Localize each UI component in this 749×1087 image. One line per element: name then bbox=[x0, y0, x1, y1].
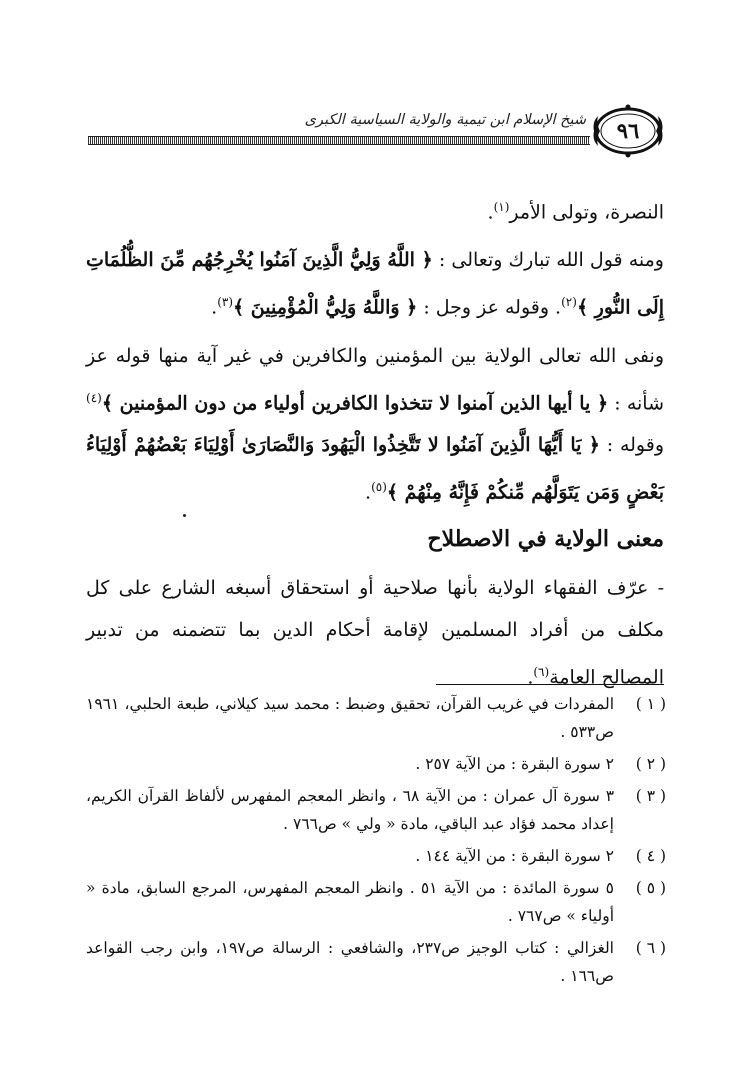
running-title: شيخ الإسلام ابن تيمية والولاية السياسية الكبرى bbox=[304, 112, 586, 128]
footnote-ref: (٣) bbox=[217, 295, 234, 310]
paragraph-3 bbox=[86, 335, 664, 514]
footnote-text: الغزالي : كتاب الوجيز ص٢٣٧، والشافعي : الرسالة ص١٩٧، وابن رجب القواعد ص١٦٦ . bbox=[86, 939, 614, 985]
footnote-text: ٥ سورة المائدة : من الآية ٥١ . وانظر المعجم المفهرس، المرجع السابق، مادة « أولياء » ص٧٦٧ . bbox=[86, 879, 614, 925]
footnote-ref: (٤) bbox=[86, 390, 102, 405]
punctuation: . bbox=[487, 201, 494, 224]
footnote-ref: (٢) bbox=[561, 295, 577, 310]
footnote-text: ٣ سورة آل عمران : من الآية ٦٨ ، وانظر المعجم المفهرس لألفاظ القرآن الكريم، إعداد محمد فؤاد عبد الباقي، مادة « ولي » ص٧٦٦ . bbox=[86, 787, 615, 833]
footnote-text: ٢ سورة البقرة : من الآية ٢٥٧ . bbox=[415, 755, 614, 773]
quran-verse: ﴿ وَاللَّهُ وَلِيُّ الْمُؤْمِنِينَ ﴾ bbox=[233, 296, 418, 319]
footnote-item bbox=[86, 842, 666, 870]
paragraph-text: وقوله : bbox=[599, 433, 665, 456]
footnote-item bbox=[86, 690, 666, 746]
section-heading: معنى الولاية في الاصطلاح bbox=[427, 526, 664, 553]
footnote-text: ٢ سورة البقرة : من الآية ١٤٤ . bbox=[415, 847, 614, 865]
footnote-number: ( ١ ) bbox=[635, 695, 666, 713]
footnote-item bbox=[86, 934, 666, 990]
footnote-item bbox=[86, 750, 666, 778]
print-speck bbox=[183, 514, 186, 517]
footnote-number: ( ٦ ) bbox=[635, 939, 666, 957]
punctuation: . bbox=[527, 666, 534, 689]
footnote-text: المفردات في غريب القرآن، تحقيق وضبط : محمد سيد كيلاني، طبعة الحلبي، ١٩٦١ ص٥٣٣ . bbox=[86, 695, 614, 741]
footnotes bbox=[86, 690, 666, 994]
paragraph-2 bbox=[86, 239, 664, 328]
page-header bbox=[88, 102, 666, 142]
quran-verse: ﴿ يا أيها الذين آمنوا لا تتخذوا الكافرين أولياء من دون المؤمنين ﴾ bbox=[101, 391, 609, 414]
page-number-ornament bbox=[590, 102, 666, 160]
quran-verse: ﴿ اللَّهُ وَلِيُّ الَّذِينَ آمَنُوا يُخْرِجُهُم مِّنَ الظُّلُمَاتِ إِلَى النُّورِ ﴾ bbox=[86, 249, 664, 319]
footnote-number: ( ٥ ) bbox=[635, 879, 666, 897]
footnote-separator bbox=[436, 684, 664, 685]
footnote-item bbox=[86, 874, 666, 930]
footnote-ref: (٥) bbox=[371, 479, 387, 494]
header-rule bbox=[88, 136, 590, 145]
paragraph-text: - عرّف الفقهاء الولاية بأنها صلاحية أو استحقاق أسبغه الشارع على كل مكلف من أفراد المسلمين لإقامة أحكام الدين بما تتضمنه من تدبير المصالح العامة bbox=[86, 577, 664, 689]
paragraph-4 bbox=[86, 567, 664, 698]
paragraph-text: . وقوله عز وجل : bbox=[417, 296, 562, 319]
paragraph-1 bbox=[86, 186, 664, 233]
footnote-number: ( ٢ ) bbox=[635, 755, 666, 773]
quran-verse: ﴿ يَا أَيُّهَا الَّذِينَ آمَنُوا لا تَتَّخِذُوا الْيَهُودَ وَالنَّصَارَىٰ أَوْلِيَاءَ بَعْضُهُمْ أَوْلِيَاءُ بَعْضٍ وَمَن يَتَوَلَّهُم مِّنكُمْ فَإِنَّهُ مِنْهُمْ ﴾ bbox=[86, 433, 664, 504]
paragraph-text: النصرة، وتولى الأمر bbox=[509, 201, 664, 224]
footnote-item bbox=[86, 782, 666, 838]
page-number: ٩٦ bbox=[616, 118, 640, 143]
footnote-number: ( ٣ ) bbox=[635, 787, 666, 805]
main-text bbox=[86, 186, 664, 705]
footnote-ref: (١) bbox=[493, 200, 510, 214]
paragraph-text: ونفى الله تعالى الولاية بين المؤمنين والكافرين في غير آية منها قوله عز شأنه : bbox=[86, 344, 664, 414]
punctuation: . bbox=[211, 296, 218, 319]
footnote-ref: (٦) bbox=[533, 665, 550, 680]
footnote-number: ( ٤ ) bbox=[635, 847, 666, 865]
paragraph-text: ومنه قول الله تبارك وتعالى : bbox=[432, 249, 664, 272]
punctuation: . bbox=[365, 481, 372, 504]
